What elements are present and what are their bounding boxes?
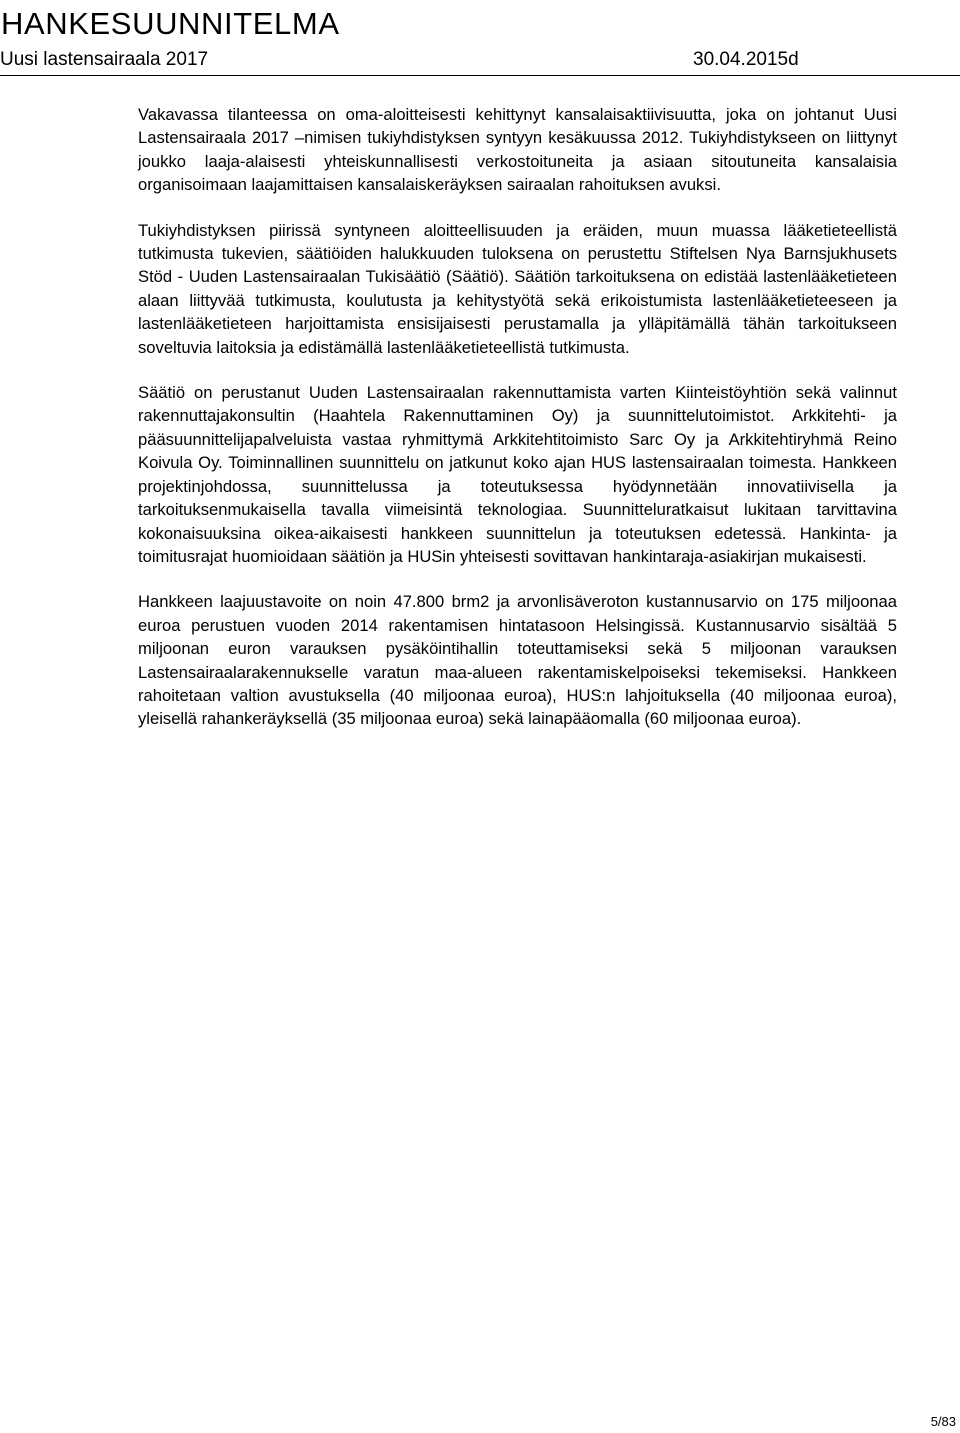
paragraph-citizen-activity: Vakavassa tilanteessa on oma-aloitteisesti kehittynyt kansalaisaktiivisuutta, joka on johtanut Uusi Lastensairaala 2017 –nimisen tukiyhdistyksen syntyyn kesäkuussa 2012. Tukiyhdistykseen on liittynyt joukko laaja-alaisesti yhteiskunnallisesti verkostoituneita ja asiaan sitoutuneita kansalaisia organisoimaan laajamittaisen kansalaiskeräyksen sairaalan rahoituksen avuksi. <box>138 105 897 195</box>
document-date: 30.04.2015d <box>693 49 799 70</box>
document-body <box>138 103 897 753</box>
paragraph-budget-funding: Hankkeen laajuustavoite on noin 47.800 brm2 ja arvonlisäveroton kustannusarvio on 175 miljoonaa euroa perustuen vuoden 2014 rakentamisen hintatasoon Helsingissä. Kustannusarvio sisältää 5 miljoonan euron varauksen pysäköintihallin toteuttamiseksi sekä 5 miljoonan varauksen Lastensairaalarakennukselle varatun maa-alueen rakentamiskelpoiseksi tekemiseksi. Hankkeen rahoitetaan valtion avustuksella (40 miljoonaa euroa), HUS:n lahjoituksella (40 miljoonaa euroa), yleisellä rahankeräyksellä (35 miljoonaa euroa) sekä lainapääomalla (60 miljoonaa euroa). <box>138 592 897 729</box>
page-number: 5/83 <box>930 1414 956 1429</box>
document-title: HANKESUUNNITELMA <box>1 6 340 41</box>
paragraph-foundation-purpose: Tukiyhdistyksen piirissä syntyneen aloitteellisuuden ja eräiden, muun muassa lääketieteellistä tutkimusta tukevien, säätiöiden halukkuuden tuloksena on perustettu Stiftelsen Nya Barnsjukhusets Stöd - Uuden Lastensairaalan Tukisäätiö (Säätiö). Säätiön tarkoituksena on edistää lastenlääketieteen alaan liittyvää tutkimusta, koulutusta ja kehitystyötä sekä erikoistumista lastenlääketieteeseen ja lastenlääketieteen harjoittamista ensisijaisesti perustamalla ja ylläpitämällä tähän tarkoitukseen soveltuvia laitoksia ja edistämällä lastenlääketieteellistä tutkimusta. <box>138 220 897 357</box>
header-divider <box>0 75 960 76</box>
project-name: Uusi lastensairaala 2017 <box>0 49 209 70</box>
paragraph-planning-organization: Säätiö on perustanut Uuden Lastensairaalan rakennuttamista varten Kiinteistöyhtiön sekä valinnut rakennuttajakonsultin (Haahtela Rakennuttaminen Oy) ja suunnittelutoimistot. Arkkitehti- ja pääsuunnittelijapalveluista vastaa ryhmittymä Arkkitehtitoimisto Sarc Oy ja Arkkitehtiryhmä Reino Koivula Oy. Toiminnallinen suunnittelu on jatkunut koko ajan HUS lastensairaalan toimesta. Hankkeen projektinjohdossa, suunnittelussa ja toteutuksessa hyödynnetään innovatiivisella ja tarkoituksenmukaisella tavalla viimeisintä teknologiaa. Suunnitteluratkaisut lukitaan tarvittavina kokonaisuuksina oikea-aikaisesti hankkeen suunnittelun ja toteutuksen edetessä. Hankinta- ja toimitusrajat huomioidaan säätiön ja HUSin yhteisesti sovittavan hankintaraja-asiakirjan mukaisesti. <box>138 383 897 566</box>
page-header <box>0 0 960 76</box>
